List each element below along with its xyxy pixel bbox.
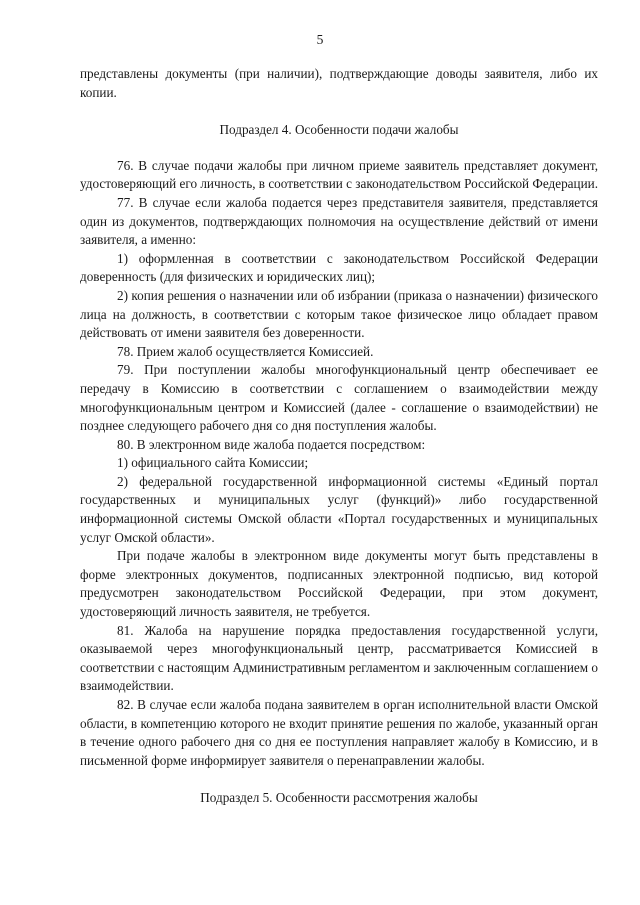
document-body <box>80 65 598 808</box>
paragraph: 1) официального сайта Комиссии; <box>117 455 309 471</box>
paragraph: представлены документы (при наличии), подтверждающие доводы заявителя, либо их копии. <box>80 66 598 100</box>
paragraph: 80. В электронном виде жалоба подается посредством: <box>117 436 426 452</box>
section-heading: Подраздел 4. Особенности подачи жалобы <box>219 122 459 138</box>
paragraph: 2) федеральной государственной информационной системы «Единый портал государственных и муниципальных услуг (функций)» либо государственной информационной системы Омской области «Портал государственных и муниципальных услуг Омской области». <box>80 473 598 545</box>
paragraph: 82. В случае если жалоба подана заявителем в орган исполнительной власти Омской области, в компетенцию которого не входит принятие решения по жалобе, указанный орган в течение одного рабочего дня со дня ее поступления направляет жалобу в Комиссию, и в письменной форме информирует заявителя о перенаправлении жалобы. <box>80 697 598 768</box>
paragraph: 1) оформленная в соответствии с законодательством Российской Федерации доверенность (для физических и юридических лиц); <box>80 250 598 285</box>
paragraph: 2) копия решения о назначении или об избрании (приказа о назначении) физического лица на должность, в соответствии с которым такое физическое лицо обладает правом действовать от имени заявителя без доверенности. <box>80 287 598 341</box>
paragraph: 79. При поступлении жалобы многофункциональный центр обеспечивает ее передачу в Комиссию в соответствии с соглашением о взаимодействии между многофункциональным центром и Комиссией (далее - соглашение о взаимодействии) не позднее следующего рабочего дня со дня поступления жалобы. <box>80 362 598 434</box>
section-heading: Подраздел 5. Особенности рассмотрения жалобы <box>200 790 478 806</box>
paragraph: 81. Жалоба на нарушение порядка предоставления государственной услуги, оказываемой через многофункциональный центр, рассматривается Комиссией в соответствии с настоящим Административным регламентом и заключенным соглашением о взаимодействии. <box>80 622 598 694</box>
paragraph: 77. В случае если жалоба подается через представителя заявителя, представляется один из документов, подтверждающих полномочия на осуществление действий от имени заявителя, а именно: <box>80 194 598 248</box>
paragraph: 78. Прием жалоб осуществляется Комиссией. <box>117 343 374 359</box>
paragraph: При подаче жалобы в электронном виде документы могут быть представлены в форме электронных документов, подписанных электронной подписью, вид которой предусмотрен законодательством Российской Федерации, при этом документ, удостоверяющий личность заявителя, не требуется. <box>80 548 598 620</box>
page-number: 5 <box>316 32 324 47</box>
paragraph: 76. В случае подачи жалобы при личном приеме заявитель представляет документ, удостоверяющий его личность, в соответствии с законодательством Российской Федерации. <box>80 157 598 192</box>
